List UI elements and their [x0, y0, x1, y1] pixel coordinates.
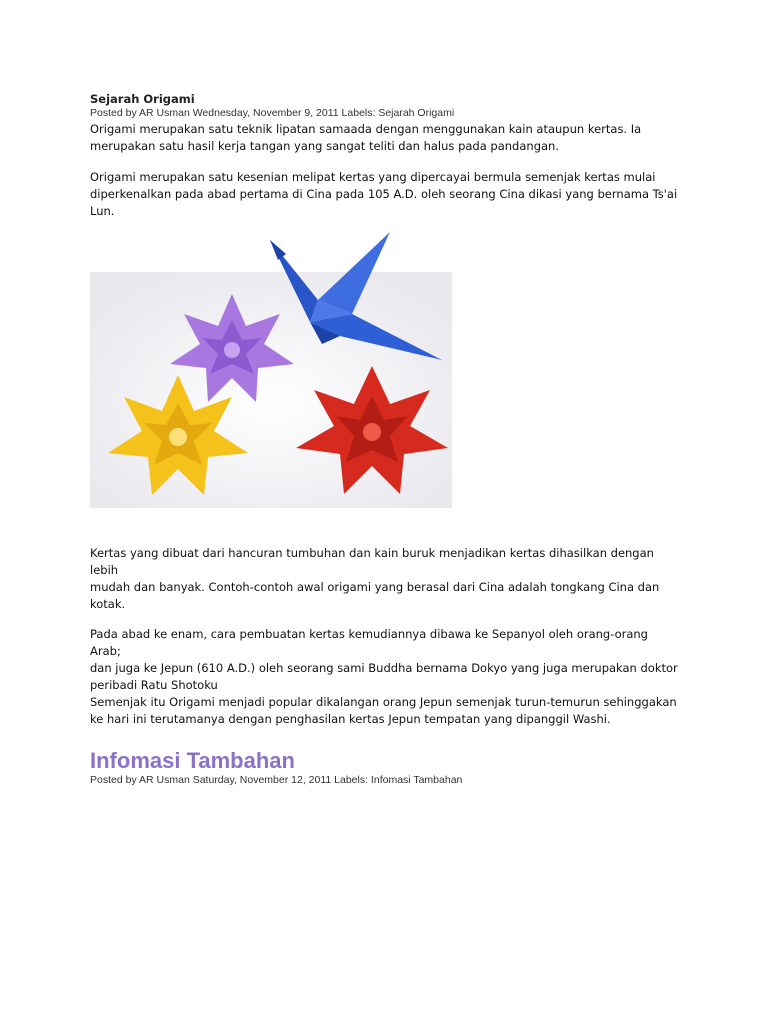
post-2-title[interactable]: Infomasi Tambahan	[90, 748, 295, 773]
post-title[interactable]: Sejarah Origami	[90, 92, 195, 106]
paragraph-4: Pada abad ke enam, cara pembuatan kertas kemudiannya dibawa ke Sepanyol oleh orang-orang Arab; dan juga ke Jepun (610 A.D.) oleh seorang sami Buddha bernama Dokyo yang juga merupakan doktor peribadi Ratu Shotoku Semenjak itu Origami menjadi popular dikalangan orang Jepun semenjak turun-temurun sehinggakan ke hari ini terutamanya dengan penghasilan kertas Jepun tempatan yang dipanggil Washi.	[90, 627, 678, 726]
paragraph-3: Kertas yang dibuat dari hancuran tumbuhan dan kain buruk menjadikan kertas dihasilkan dengan lebih mudah dan banyak. Contoh-contoh awal origami yang berasal dari Cina adalah tongkang Cina dan kotak.	[90, 546, 660, 611]
paragraph-1: Origami merupakan satu teknik lipatan samaada dengan menggunakan kain ataupun kertas. Ia merupakan satu hasil kerja tangan yang sangat teliti dan halus pada pandangan.	[90, 122, 642, 153]
origami-image	[90, 232, 452, 508]
paragraph-2: Origami merupakan satu kesenian melipat kertas yang dipercayai bermula semenjak kertas mulai diperkenalkan pada abad pertama di Cina pada 105 A.D. oleh seorang Cina dikasi yang bernama Ts'ai Lun.	[90, 170, 678, 218]
post-2-meta: Posted by AR Usman Saturday, November 12, 2011 Labels: Infomasi Tambahan	[90, 774, 463, 786]
post-meta: Posted by AR Usman Wednesday, November 9, 2011 Labels: Sejarah Origami	[90, 107, 455, 119]
